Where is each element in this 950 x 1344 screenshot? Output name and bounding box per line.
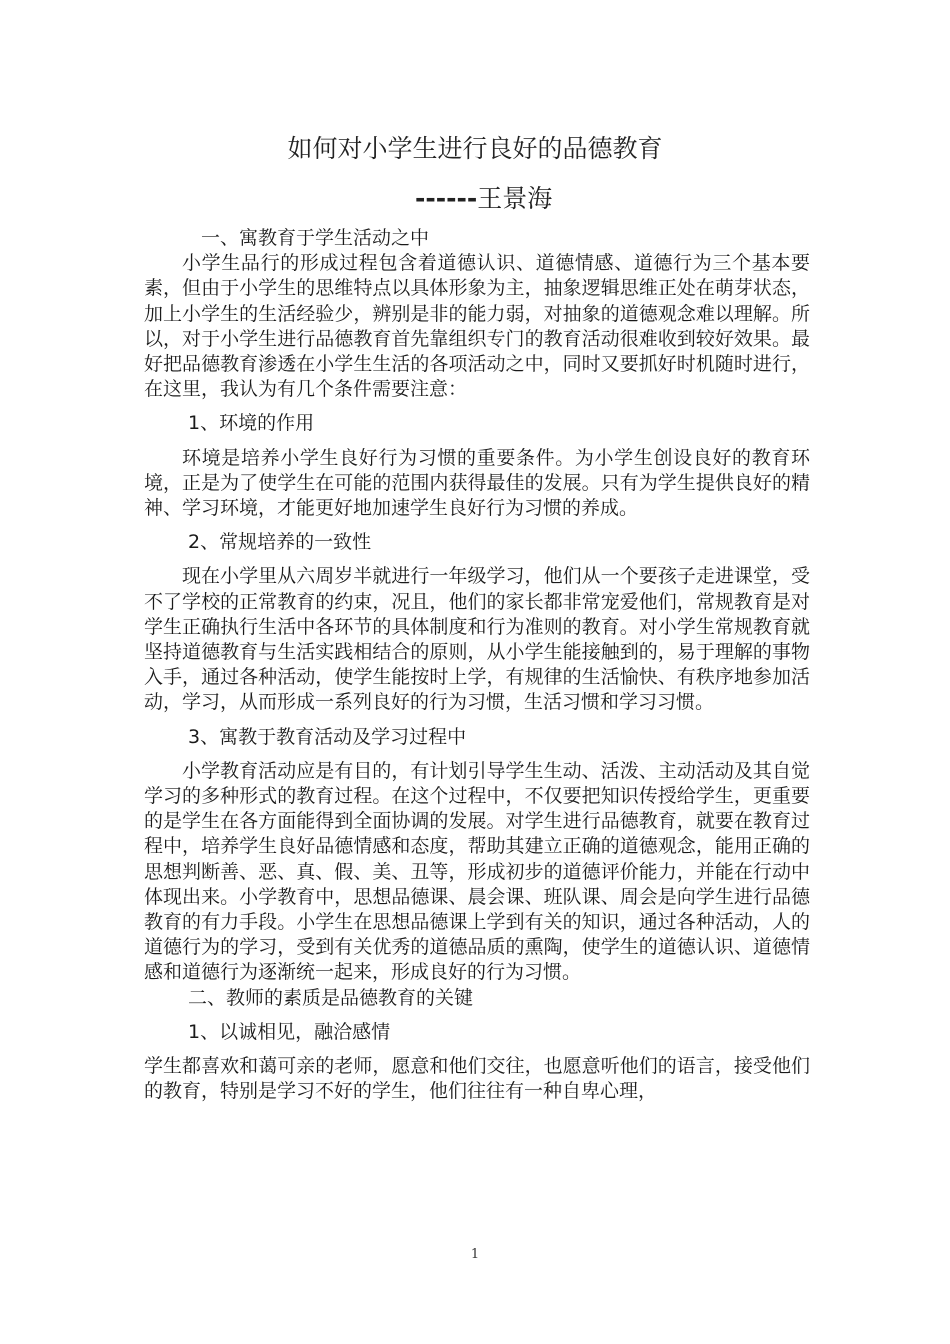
subheading-2 xyxy=(144,530,810,555)
section2-heading: 二、教师的素质是品德教育的关键 xyxy=(188,986,474,1009)
section1-heading: 一、寓教育于学生活动之中 xyxy=(201,227,430,249)
subheading-4 xyxy=(144,1020,810,1045)
subheading-3-text: 、寓教于教育活动及学习过程中 xyxy=(200,725,467,748)
page-number: 1 xyxy=(470,1247,480,1262)
subheading-4-text: 、以诚相见，融洽感情 xyxy=(200,1020,391,1043)
paragraph-1: 环境是培养小学生良好行为习惯的重要条件。为小学生创设良好的教育环境，正是为了使学生在可能的范围内获得最佳的发展。只有为学生提供良好的精神、学习环境，才能更好地加速学生良好行为习惯的养成。 xyxy=(144,446,810,520)
paragraph-4: 学生都喜欢和蔼可亲的老师，愿意和他们交往，也愿意听他们的语言，接受他们的教育，特别是学习不好的学生，他们往往有一种自卑心理， xyxy=(144,1055,810,1103)
author-dashes: ------ xyxy=(415,184,478,213)
intro-paragraph: 小学生品行的形成过程包含着道德认识、道德情感、道德行为三个基本要素，但由于小学生的思维特点以具体形象为主，抽象逻辑思维正处在萌芽状态，加上小学生的生活经验少，辨别是非的能力弱，对抽象的道德观念难以理解。所以，对于小学生进行品德教育首先靠组织专门的教育活动很难收到较好效果。最好把品德教育渗透在小学生生活的各项活动之中，同时又要抓好时机随时进行，在这里，我认为有几个条件需要注意： xyxy=(144,252,810,401)
author-name: 王景海 xyxy=(477,184,553,213)
subheading-1-text: 、环境的作用 xyxy=(200,412,315,435)
document-body xyxy=(144,226,810,1105)
paragraph-3: 小学教育活动应是有目的，有计划引导学生生动、活泼、主动活动及其自觉学习的多种形式的教育过程。在这个过程中，不仅要把知识传授给学生，更重要的是学生在各方面能得到全面协调的发展。对学生进行品德教育，就要在教育过程中，培养学生良好品德情感和态度，帮助其建立正确的道德观念，能用正确的思想判断善、恶、真、假、美、丑等，形成初步的道德评价能力，并能在行动中体现出来。小学教育中，思想品德课、晨会课、班队课、周会是向学生进行品德教育的有力手段。小学生在思想品德课上学到有关的知识，通过各种活动，人的道德行为的学习，受到有关优秀的道德品质的熏陶，使学生的道德认识、道德情感和道德行为逐渐统一起来，形成良好的行为习惯。 xyxy=(144,759,810,984)
subheading-3 xyxy=(144,725,810,750)
document-title: 如何对小学生进行良好的品德教育 xyxy=(287,134,663,163)
subheading-1 xyxy=(144,411,810,436)
subheading-3-number: 3 xyxy=(188,725,201,748)
subheading-2-number: 2 xyxy=(188,531,201,554)
subheading-1-number: 1 xyxy=(188,412,201,435)
subheading-4-number: 1 xyxy=(188,1020,201,1043)
paragraph-2: 现在小学里从六周岁半就进行一年级学习，他们从一个要孩子走进课堂，受不了学校的正常教育的约束，况且，他们的家长都非常宠爱他们，常规教育是对学生正确执行生活中各环节的具体制度和行为准则的教育。对小学生常规教育就坚持道德教育与生活实践相结合的原则，从小学生能接触到的，易于理解的事物入手，通过各种活动，使学生能按时上学，有规律的生活愉快、有秩序地参加活动，学习，从而形成一系列良好的行为习惯，生活习惯和学习习惯。 xyxy=(144,565,810,714)
document-author xyxy=(415,182,552,216)
subheading-2-text: 、常规培养的一致性 xyxy=(200,531,372,554)
